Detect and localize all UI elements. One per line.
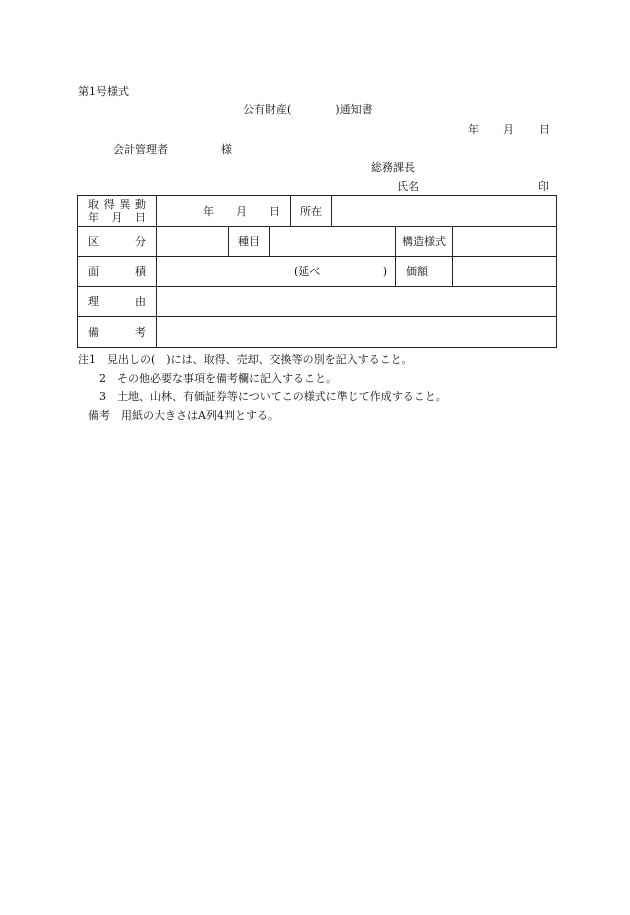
sender-name-label: 氏名 xyxy=(397,180,419,193)
label-reason: 理 由 xyxy=(78,287,157,317)
table-row-remarks xyxy=(78,317,557,348)
notification-form-table xyxy=(77,195,557,348)
table-row-reason xyxy=(78,287,557,317)
item-type-field[interactable] xyxy=(270,227,396,257)
label-classification: 区 分 xyxy=(78,227,157,257)
label-price: 価額 xyxy=(396,257,453,287)
table-row-area xyxy=(78,257,557,287)
note-2: 2 その他必要な事項を備考欄に記入すること。 xyxy=(99,372,337,385)
structure-field[interactable] xyxy=(453,227,557,257)
date-day-label: 日 xyxy=(539,123,550,136)
remarks-field[interactable] xyxy=(157,317,557,348)
note-3: 3 土地、山林、有価証券等についてこの様式に準じて作成すること。 xyxy=(99,390,447,403)
reason-field[interactable] xyxy=(157,287,557,317)
total-floor-area-open: (延べ xyxy=(294,265,321,278)
table-row-acquisition-date xyxy=(78,196,557,227)
note-1: 注1 見出しの( )には、取得、売却、交換等の別を記入すること。 xyxy=(78,353,413,366)
acquisition-date-field[interactable]: 年 月 日 xyxy=(157,196,291,227)
label-item-type: 種目 xyxy=(229,227,270,257)
label-acquisition-change-date: 取 得 異 動 年 月 日 xyxy=(78,196,157,227)
price-field[interactable] xyxy=(453,257,557,287)
document-title: 公有財産( )通知書 xyxy=(243,103,373,116)
addressee-suffix: 様 xyxy=(221,143,232,156)
label-structure: 構造様式 xyxy=(396,227,453,257)
paper-size-remark: 備考 用紙の大きさはA列4判とする。 xyxy=(88,409,279,422)
sender-title: 総務課長 xyxy=(371,161,415,174)
date-month-label: 月 xyxy=(503,123,514,136)
seal-mark: 印 xyxy=(538,180,549,193)
area-field[interactable] xyxy=(157,257,396,287)
date-year-label: 年 xyxy=(468,123,479,136)
label-remarks: 備 考 xyxy=(78,317,157,348)
label-area: 面 積 xyxy=(78,257,157,287)
classification-field[interactable] xyxy=(157,227,229,257)
table-row-classification xyxy=(78,227,557,257)
total-floor-area-close: ) xyxy=(382,265,387,278)
form-number: 第1号様式 xyxy=(78,85,129,98)
location-field[interactable] xyxy=(332,196,557,227)
label-location: 所在 xyxy=(291,196,332,227)
addressee: 会計管理者 xyxy=(113,143,168,156)
